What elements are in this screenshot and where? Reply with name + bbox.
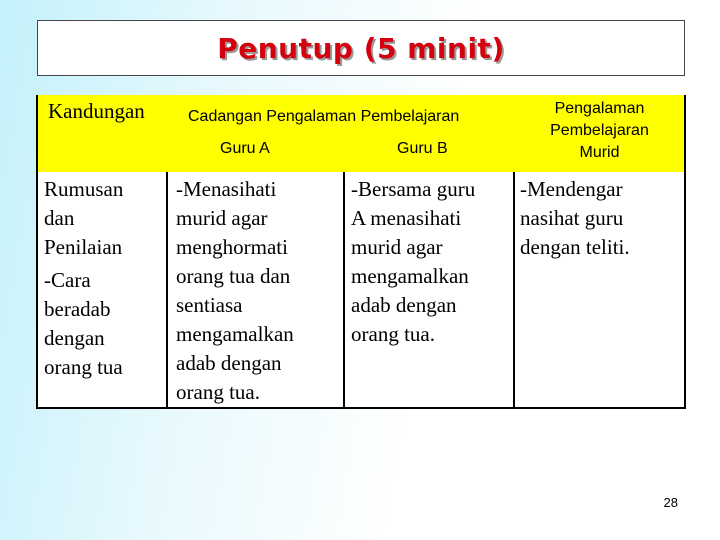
- cell-line: nasihat guru: [520, 206, 624, 230]
- cell-line: beradab: [44, 297, 111, 321]
- cell-line: mengamalkan: [351, 264, 469, 288]
- cell-line: -Bersama guru: [351, 177, 476, 201]
- header-guru-a-label: Guru A: [220, 140, 270, 157]
- header-kandungan: [48, 97, 145, 126]
- slide-title: Penutup (5 minit): [217, 31, 505, 65]
- cell-line: -Menasihati: [176, 177, 277, 201]
- cell-line: menghormati: [176, 235, 288, 259]
- cell-line: Penilaian: [44, 235, 123, 259]
- header-murid: [515, 98, 684, 164]
- header-cadangan-label: Cadangan Pengalaman Pembelajaran: [188, 108, 460, 125]
- cell-kandungan: [44, 175, 123, 382]
- cell-line: orang tua.: [176, 380, 260, 404]
- column-divider: [166, 172, 168, 407]
- cell-line: adab dengan: [351, 293, 457, 317]
- cell-line: murid agar: [176, 206, 268, 230]
- cell-guru-a: [176, 175, 294, 407]
- cell-line: A menasihati: [351, 206, 462, 230]
- page-number: 28: [663, 495, 678, 510]
- header-murid-line: Pengalaman: [554, 100, 645, 117]
- header-guru-b: [397, 140, 448, 158]
- title-box: [37, 20, 685, 76]
- cell-line: dengan teliti.: [520, 235, 630, 259]
- header-guru-b-label: Guru B: [397, 140, 448, 157]
- cell-line: orang tua dan: [176, 264, 291, 288]
- header-guru-a: [220, 140, 270, 158]
- cell-line: dan: [44, 206, 75, 230]
- cell-line: murid agar: [351, 235, 443, 259]
- cell-line: mengamalkan: [176, 322, 294, 346]
- cell-line: -Cara: [44, 268, 91, 292]
- cell-line: -Mendengar: [520, 177, 623, 201]
- lesson-table: [36, 95, 686, 409]
- cell-murid: [520, 175, 630, 262]
- cell-line: dengan: [44, 326, 105, 350]
- header-murid-line: Murid: [579, 144, 620, 161]
- header-murid-line: Pembelajaran: [550, 122, 649, 139]
- column-divider: [343, 172, 345, 407]
- cell-line: Rumusan: [44, 177, 124, 201]
- cell-line: orang tua: [44, 355, 123, 379]
- column-divider: [513, 172, 515, 407]
- cell-line: sentiasa: [176, 293, 243, 317]
- header-kandungan-label: Kandungan: [48, 99, 145, 123]
- cell-line: adab dengan: [176, 351, 282, 375]
- header-cadangan: [188, 108, 459, 126]
- cell-line: orang tua.: [351, 322, 435, 346]
- cell-guru-b: [351, 175, 475, 349]
